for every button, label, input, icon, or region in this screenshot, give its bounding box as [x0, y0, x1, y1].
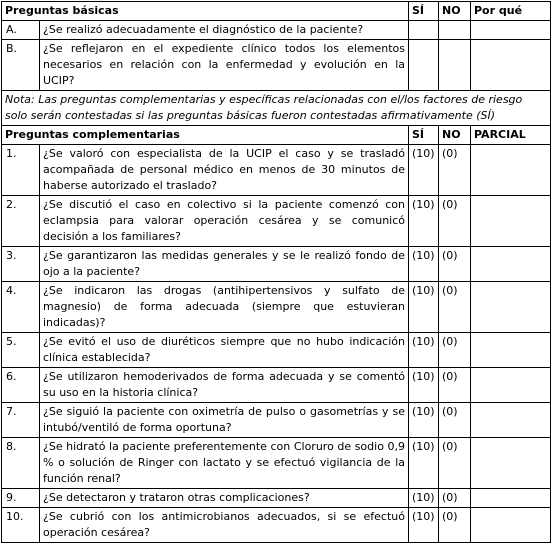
parcial-cell[interactable] [471, 196, 551, 247]
no-score[interactable]: (0) [439, 489, 471, 508]
si-score[interactable]: (10) [409, 333, 439, 368]
parcial-cell[interactable] [471, 282, 551, 333]
complementary-header-title: Preguntas complementarias [2, 126, 409, 145]
row-number: 3. [2, 247, 40, 282]
si-score[interactable]: (10) [409, 247, 439, 282]
no-score[interactable]: (0) [439, 438, 471, 489]
table-row [2, 40, 551, 91]
question-text: ¿Se siguió la paciente con oximetría de pulso o gasometrías y se intubó/ventiló de forma oportuna? [40, 403, 409, 438]
si-cell[interactable] [409, 21, 439, 40]
parcial-cell[interactable] [471, 508, 551, 543]
si-score[interactable]: (10) [409, 403, 439, 438]
table-row [2, 508, 551, 543]
no-score[interactable]: (0) [439, 145, 471, 196]
row-number: 5. [2, 333, 40, 368]
question-text: ¿Se garantizaron las medidas generales y se le realizó fondo de ojo a la paciente? [40, 247, 409, 282]
parcial-cell[interactable] [471, 489, 551, 508]
table-row [2, 403, 551, 438]
table-row [2, 196, 551, 247]
parcial-cell[interactable] [471, 403, 551, 438]
basic-header-si: SÍ [409, 2, 439, 21]
note-row [2, 91, 551, 126]
row-number: 10. [2, 508, 40, 543]
row-number: B. [2, 40, 40, 91]
table-row [2, 438, 551, 489]
row-number: 9. [2, 489, 40, 508]
basic-header-row [2, 2, 551, 21]
question-text: ¿Se reflejaron en el expediente clínico todos los elementos necesarios en relación con la enfermedad y evolución en la UCIP? [40, 40, 409, 91]
complementary-header-si: SÍ [409, 126, 439, 145]
question-text: ¿Se discutió el caso en colectivo si la paciente comenzó con eclampsia para valorar operación cesárea y se comunicó decisión a los familiares? [40, 196, 409, 247]
porque-cell[interactable] [471, 40, 551, 91]
table-row [2, 333, 551, 368]
row-number: 8. [2, 438, 40, 489]
si-score[interactable]: (10) [409, 368, 439, 403]
parcial-cell[interactable] [471, 368, 551, 403]
si-score[interactable]: (10) [409, 438, 439, 489]
row-number: 2. [2, 196, 40, 247]
question-text: ¿Se hidrató la paciente preferentemente con Cloruro de sodio 0,9 % o solución de Ringer con lactato y se efectuó vigilancia de la función renal? [40, 438, 409, 489]
si-score[interactable]: (10) [409, 145, 439, 196]
table-row [2, 247, 551, 282]
basic-header-porque: Por qué [471, 2, 551, 21]
parcial-cell[interactable] [471, 438, 551, 489]
no-score[interactable]: (0) [439, 196, 471, 247]
si-score[interactable]: (10) [409, 489, 439, 508]
question-text: ¿Se indicaron las drogas (antihipertensivos y sulfato de magnesio) de forma adecuada (siempre que estuvieran indicadas)? [40, 282, 409, 333]
complementary-header-no: NO [439, 126, 471, 145]
table-row [2, 282, 551, 333]
no-score[interactable]: (0) [439, 282, 471, 333]
parcial-cell[interactable] [471, 247, 551, 282]
porque-cell[interactable] [471, 21, 551, 40]
table-row [2, 145, 551, 196]
evaluation-table [1, 1, 551, 543]
question-text: ¿Se detectaron y trataron otras complicaciones? [40, 489, 409, 508]
no-score[interactable]: (0) [439, 403, 471, 438]
question-text: ¿Se evitó el uso de diuréticos siempre que no hubo indicación clínica establecida? [40, 333, 409, 368]
si-score[interactable]: (10) [409, 196, 439, 247]
parcial-cell[interactable] [471, 333, 551, 368]
si-score[interactable]: (10) [409, 282, 439, 333]
note-text: Nota: Las preguntas complementarias y específicas relacionadas con el/los factores de riesgo solo serán contestadas si las preguntas básicas fueron contestadas afirmativamente (SÍ) [2, 91, 551, 126]
row-number: 4. [2, 282, 40, 333]
complementary-header-row [2, 126, 551, 145]
question-text: ¿Se realizó adecuadamente el diagnóstico de la paciente? [40, 21, 409, 40]
row-number: A. [2, 21, 40, 40]
question-text: ¿Se utilizaron hemoderivados de forma adecuada y se comentó su uso en la historia clínica? [40, 368, 409, 403]
table-row [2, 368, 551, 403]
complementary-header-parcial: PARCIAL [471, 126, 551, 145]
si-cell[interactable] [409, 40, 439, 91]
parcial-cell[interactable] [471, 145, 551, 196]
no-cell[interactable] [439, 21, 471, 40]
si-score[interactable]: (10) [409, 508, 439, 543]
basic-header-title: Preguntas básicas [2, 2, 409, 21]
no-score[interactable]: (0) [439, 247, 471, 282]
row-number: 1. [2, 145, 40, 196]
question-text: ¿Se valoró con especialista de la UCIP el caso y se trasladó acompañada de personal médico en menos de 30 minutos de haberse autorizado el traslado? [40, 145, 409, 196]
table-row [2, 489, 551, 508]
row-number: 7. [2, 403, 40, 438]
no-score[interactable]: (0) [439, 333, 471, 368]
basic-header-no: NO [439, 2, 471, 21]
no-score[interactable]: (0) [439, 508, 471, 543]
no-cell[interactable] [439, 40, 471, 91]
row-number: 6. [2, 368, 40, 403]
no-score[interactable]: (0) [439, 368, 471, 403]
question-text: ¿Se cubrió con los antimicrobianos adecuados, si se efectuó operación cesárea? [40, 508, 409, 543]
table-row [2, 21, 551, 40]
